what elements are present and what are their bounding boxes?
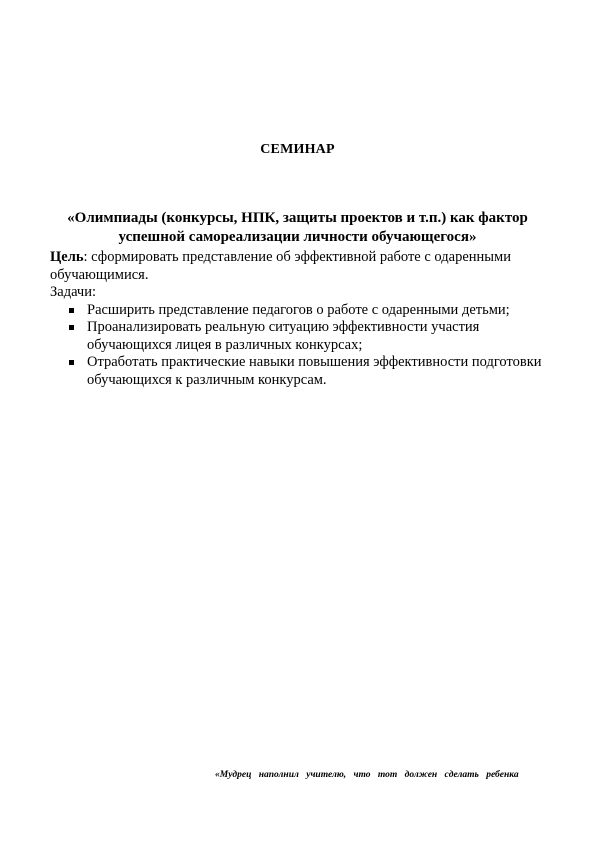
task-text: Расширить представление педагогов о работе с одаренными детьми;: [87, 301, 510, 318]
task-text: Проанализировать реальную ситуацию эффективности участия обучающихся лицея в различных конкурсах;: [87, 319, 480, 353]
tasks-label: Задачи:: [50, 284, 97, 300]
square-bullet-icon: [69, 308, 74, 313]
document-heading: СЕМИНАР: [260, 142, 335, 157]
task-text: Отработать практические навыки повышения эффективности подготовки обучающихся к различным конкурсам.: [87, 354, 542, 388]
list-item: [50, 319, 560, 354]
list-item: [50, 302, 560, 320]
square-bullet-icon: [69, 360, 74, 365]
list-item: [50, 354, 560, 389]
tasks-list: [50, 302, 560, 390]
goal-label: Цель: [50, 249, 84, 265]
goal-text: : сформировать представление об эффективной работе с одаренными обучающимися.: [50, 249, 511, 283]
footer-quote: «Мудрец наполнил учителю, что тот должен сделать ребенка: [215, 770, 519, 780]
seminar-topic: «Олимпиады (конкурсы, НПК, защиты проектов и т.п.) как фактор успешной самореализации личности обучающегося»: [67, 210, 528, 245]
document-body: [50, 249, 560, 389]
goal-paragraph: [50, 249, 560, 284]
square-bullet-icon: [69, 325, 74, 330]
